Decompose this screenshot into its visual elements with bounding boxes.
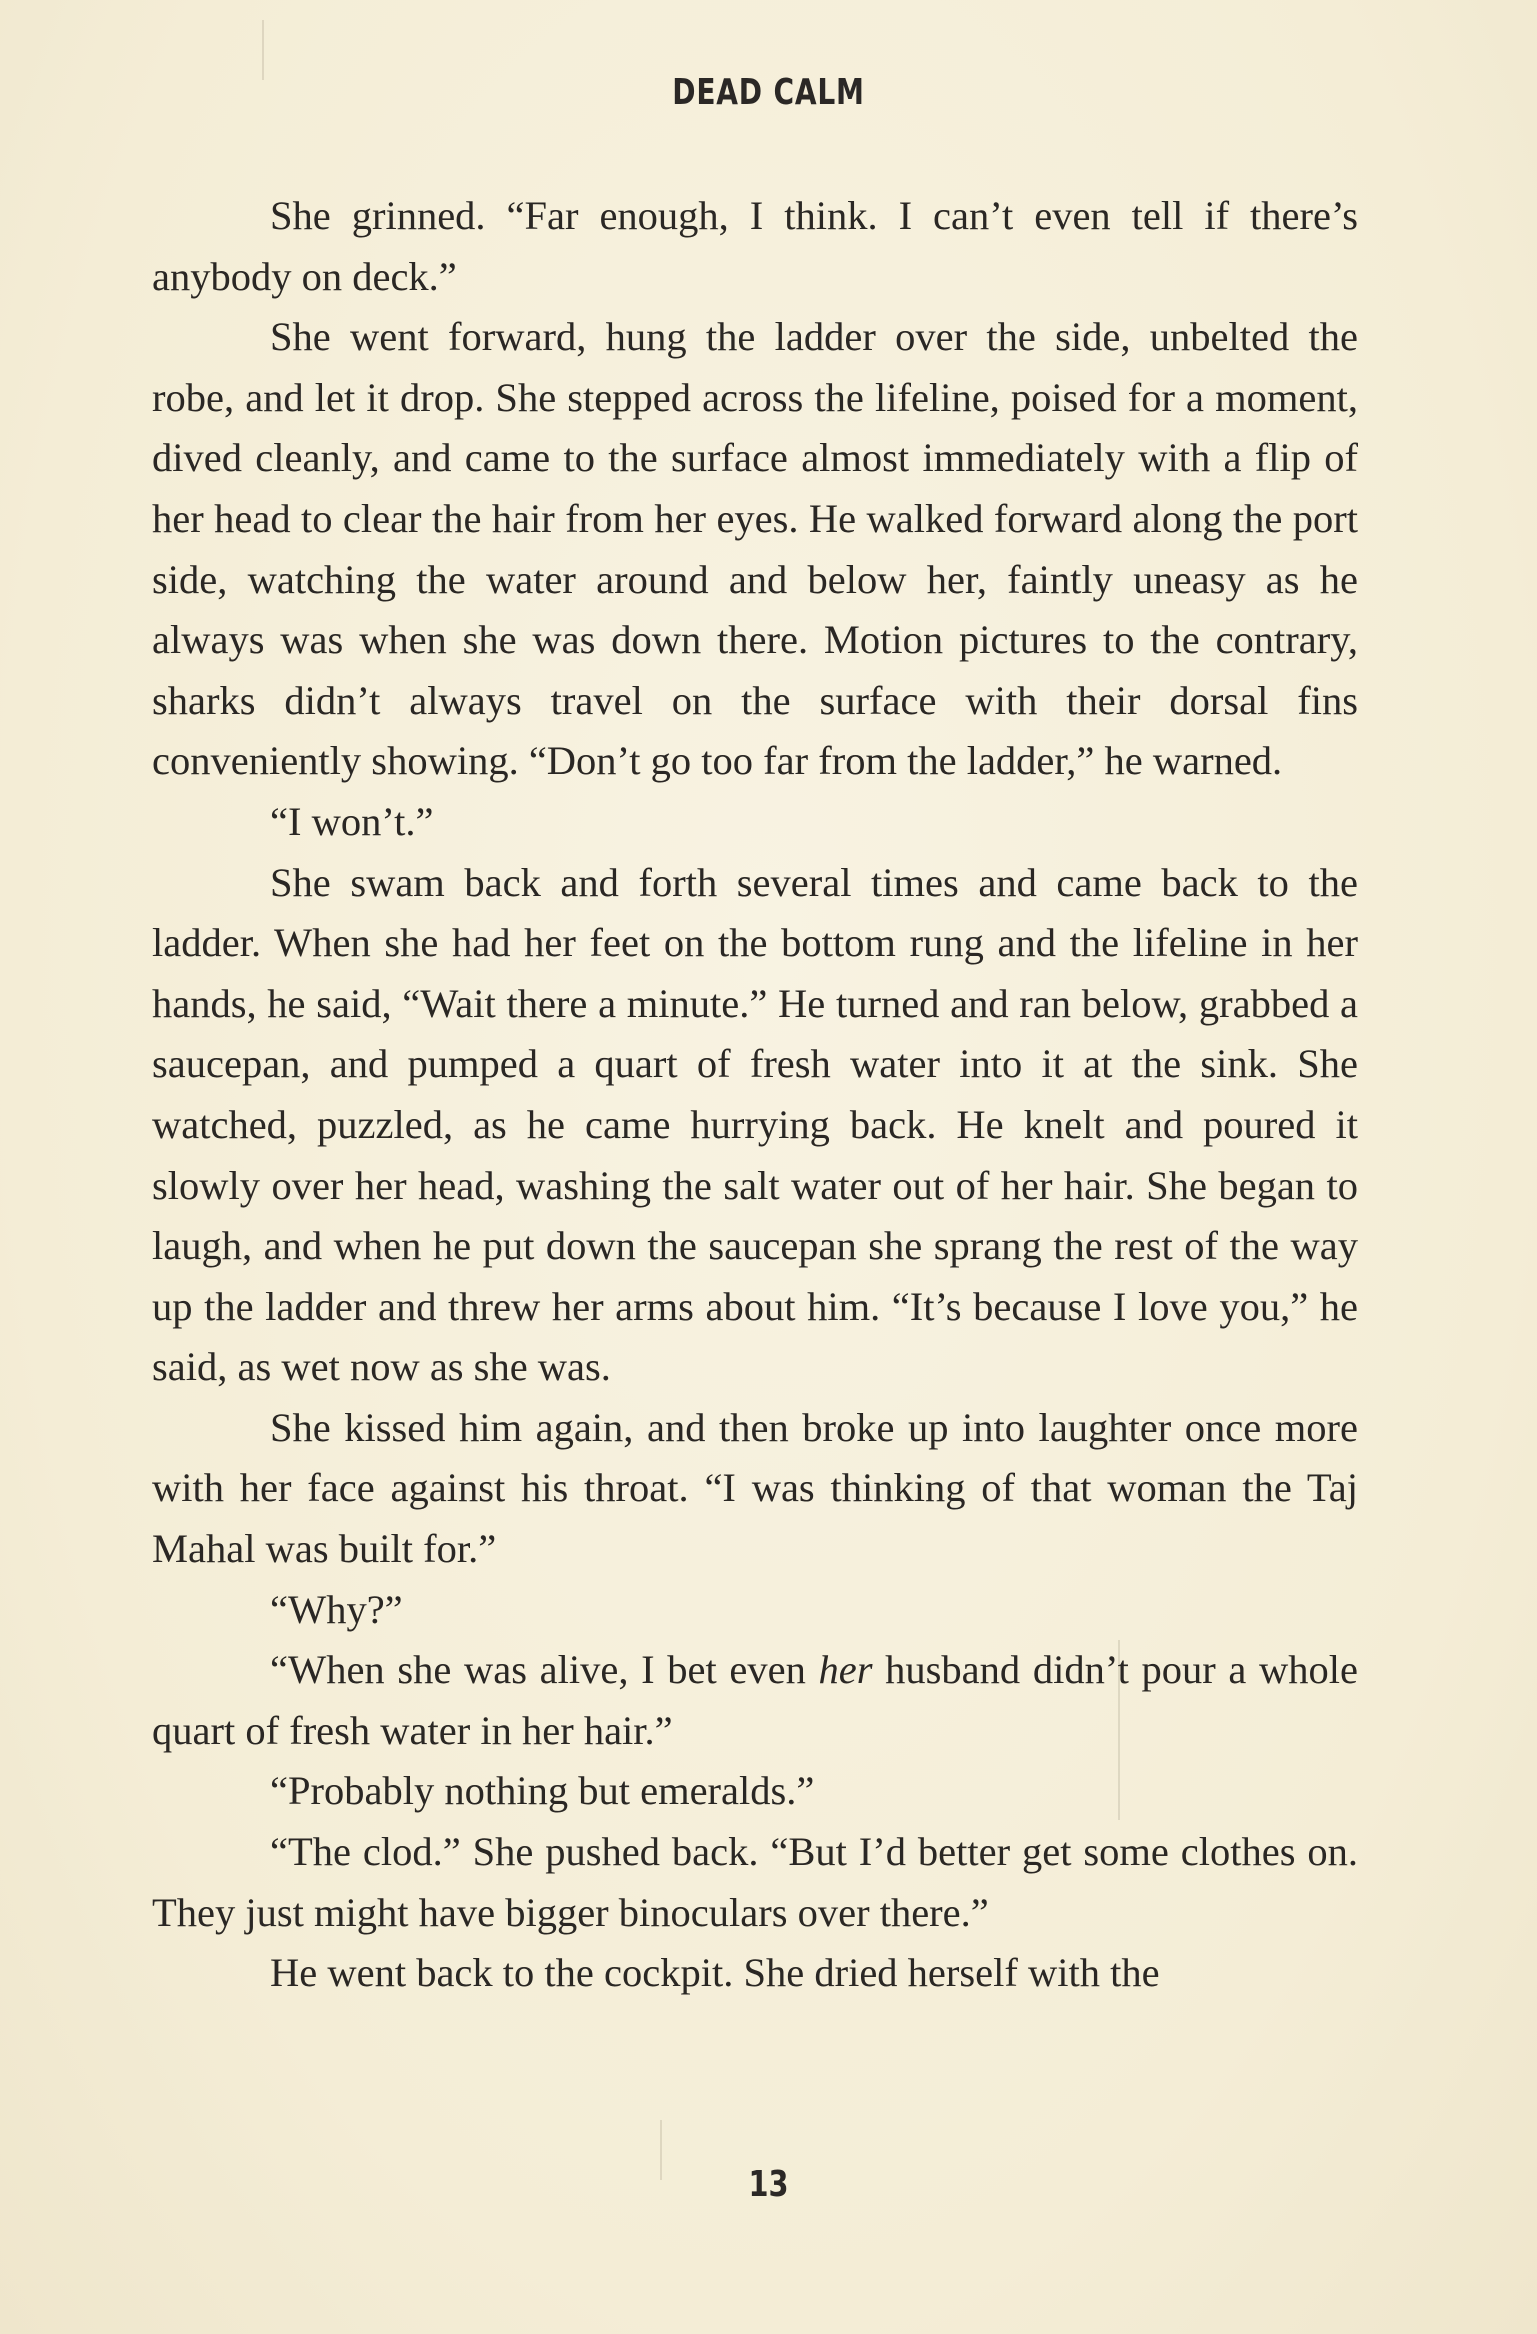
paragraph: She kissed him again, and then broke up into laughter once more with her face against his throat. “I was thinking of that woman the Taj Mahal was built for.”	[152, 1404, 1358, 1572]
emphasis-text: her	[818, 1647, 873, 1693]
paragraph	[152, 1640, 1358, 1761]
paragraph: He went back to the cockpit. She dried herself with the	[270, 1950, 1160, 1996]
paragraph-text: husband didn’t pour a whole quart of fresh water in her hair.”	[152, 1647, 1358, 1753]
paragraph: She swam back and forth several times and came back to the ladder. When she had her feet on the bottom rung and the lifeline in her hands, he said, “Wait there a minute.” He turned and ran below, grabbed a saucepan, and pumped a quart of fresh water into it at the sink. She watched, puzzled, as he came hurrying back. He knelt and poured it slowly over her head, washing the salt water out of her hair. She began to laugh, and when he put down the saucepan she sprang the rest of the way up the ladder and threw her arms about him. “It’s because I love you,” he said, as wet now as she was.	[152, 859, 1358, 1390]
page-number: 13	[748, 2164, 789, 2205]
paragraph: She went forward, hung the ladder over the side, unbelted the robe, and let it drop. She stepped across the lifeline, poised for a moment, dived cleanly, and came to the surface almost immediately with a flip of her head to clear the hair from her eyes. He walked forward along the port side, watching the water around and below her, faintly uneasy as he always was when she was down there. Motion pictures to the contrary, sharks didn’t always travel on the surface with their dorsal fins conveniently showing. “Don’t go too far from the ladder,” he warned.	[152, 314, 1358, 784]
page-crease	[262, 20, 264, 80]
body-text	[152, 186, 1358, 2004]
paragraph: “Why?”	[270, 1586, 403, 1632]
paragraph: “I won’t.”	[270, 798, 434, 844]
paragraph: “Probably nothing but emeralds.”	[270, 1768, 815, 1814]
paragraph-text: “When she was alive, I bet even	[270, 1647, 819, 1693]
running-head: DEAD CALM	[672, 72, 865, 113]
paragraph: “The clod.” She pushed back. “But I’d better get some clothes on. They just might have bigger binoculars over there.”	[152, 1829, 1358, 1935]
paragraph: She grinned. “Far enough, I think. I can’t even tell if there’s anybody on deck.”	[152, 193, 1358, 299]
